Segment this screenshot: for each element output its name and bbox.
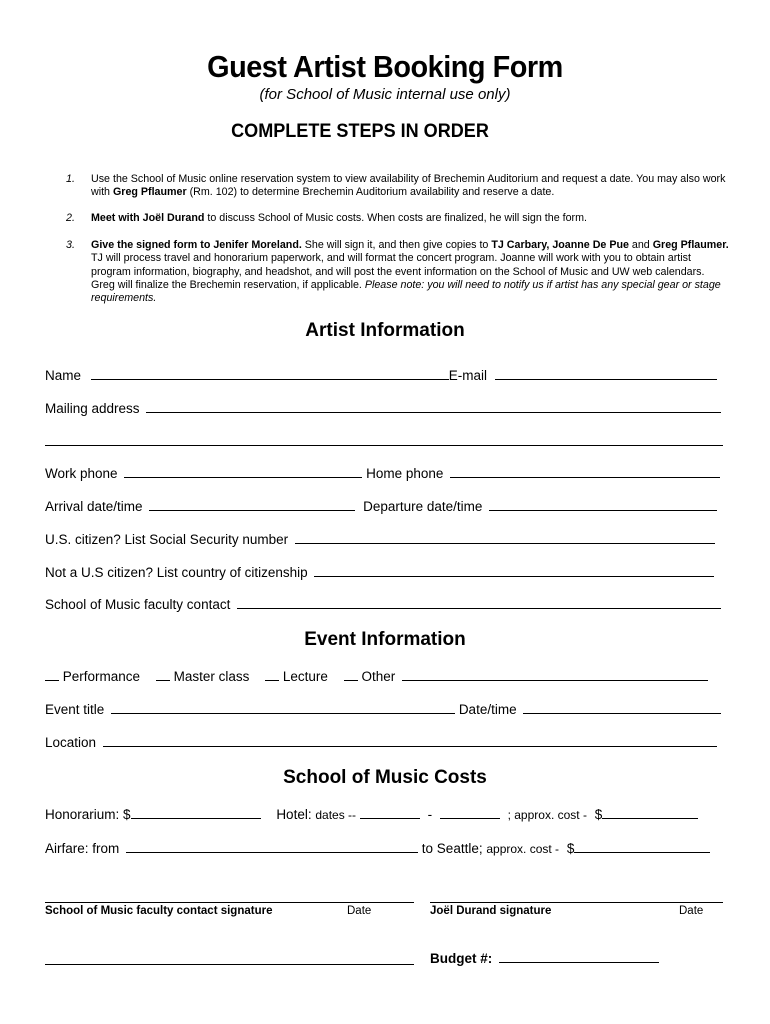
datetime-field[interactable] [523,701,721,714]
arrival-field[interactable] [149,498,355,511]
faculty-signature-line[interactable] [45,902,414,903]
to-seattle-label: to Seattle; [421,841,487,856]
step-text-part: Use the School of Music online reservation system to view availability of Brechemin Auditorium and request a date. You may also work with [91,173,726,199]
event-title-row [45,701,721,717]
artist-info-heading: Artist Information [305,320,465,341]
ssn-field[interactable] [295,531,715,544]
lecture-checkbox[interactable] [265,668,279,681]
arrival-row [45,498,717,514]
phone-row [45,465,720,481]
faculty-date-label: Date [347,905,372,917]
airfare-row [45,840,710,856]
step-number: 1. [66,173,75,185]
departure-field[interactable] [489,498,717,511]
hotel-date-from-field[interactable] [360,806,420,819]
step-bold-part: Greg Pflaumer [112,186,187,199]
hotel-dash: - [427,807,433,822]
airfare-cost-field[interactable] [574,840,710,853]
step-bold-part: Meet with Joël Durand [91,212,205,224]
citizenship-field[interactable] [314,564,714,577]
costs-heading: School of Music Costs [283,767,487,788]
arrival-label: Arrival date/time [45,499,143,514]
step-bold-part: TJ Carbary, Joanne De Pue [491,239,629,251]
step-text [91,173,731,200]
honorarium-label: Honorarium: $ [45,807,131,822]
steps-heading: COMPLETE STEPS IN ORDER [231,121,489,142]
step-text-part: to discuss School of Music costs. When costs are finalized, he will sign the form. [204,212,587,224]
airfare-approx-label: approx. cost - [486,842,560,856]
location-label: Location [45,735,97,750]
mailing-label: Mailing address [45,401,140,416]
event-info-heading: Event Information [304,629,466,650]
name-label: Name [45,368,82,383]
email-field[interactable] [495,367,717,380]
hotel-approx-label: ; approx. cost - [507,808,587,822]
faculty-contact-field[interactable] [237,596,721,609]
hotel-cost-field[interactable] [602,806,698,819]
step-text-part: She will sign it, and then give copies to [301,239,492,251]
event-title-label: Event title [45,702,105,717]
home-phone-label: Home phone [366,466,444,481]
step-number: 3. [66,239,75,251]
budget-label: Budget #: [430,951,493,966]
step-number: 2. [66,212,75,224]
faculty-contact-row [45,596,721,612]
master-class-label: Master class [173,669,250,684]
mailing-row [45,400,721,416]
event-type-row [45,668,708,684]
performance-checkbox[interactable] [45,668,59,681]
step-text-part: TJ will process travel and honorarium paperwork, and will format the concert program. Joanne will work with you to obtain artist program information, biography, and headshot, and will post the event information on the School of Music and UW web calendars. Greg will finalize the Brechemin reservation, if applicable. [91,252,705,291]
datetime-label: Date/time [458,702,517,717]
airfare-dollar: $ [566,841,575,856]
durand-signature-label: Joël Durand signature [430,905,552,917]
hotel-dates-label: dates -- [315,808,357,822]
faculty-contact-label: School of Music faculty contact [45,597,231,612]
work-phone-field[interactable] [124,465,362,478]
durand-signature-line[interactable] [430,902,723,903]
form-title: Guest Artist Booking Form [207,49,563,84]
mailing-field[interactable] [146,400,721,413]
master-class-checkbox[interactable] [156,668,170,681]
step-text-part: (Rm. 102) to determine Brechemin Auditorium availability and reserve a date. [186,186,555,199]
event-title-field[interactable] [111,701,455,714]
durand-date-label: Date [679,905,704,917]
hotel-dollar: $ [594,807,603,822]
budget-approver-line[interactable] [45,964,414,965]
budget-field[interactable] [499,950,659,963]
departure-label: Departure date/time [363,499,483,514]
not-citizen-label: Not a U.S citizen? List country of citizenship [45,565,308,580]
us-citizen-row [45,531,715,547]
location-field[interactable] [103,734,717,747]
not-citizen-row [45,564,714,580]
form-subtitle: (for School of Music internal use only) [259,86,511,103]
honorarium-row [45,806,698,822]
honorarium-field[interactable] [131,806,261,819]
work-phone-label: Work phone [45,466,118,481]
step-bold-part: Greg Pflaumer. [652,239,729,251]
name-field[interactable] [91,367,449,380]
other-field[interactable] [402,668,708,681]
other-label: Other [361,669,396,684]
name-row [45,367,717,383]
step-text-part: and [628,239,653,251]
lecture-label: Lecture [282,669,328,684]
faculty-signature-label: School of Music faculty contact signature [45,905,273,917]
hotel-label: Hotel: [276,807,316,822]
budget-row [430,950,659,966]
us-citizen-label: U.S. citizen? List Social Security number [45,532,289,547]
step-text [91,212,731,225]
airfare-from-field[interactable] [126,840,418,853]
email-label: E-mail [448,368,488,383]
location-row [45,734,717,750]
performance-label: Performance [62,669,141,684]
other-checkbox[interactable] [344,668,358,681]
step-italic-note: Please note: you will need to notify us if artist has any special gear or stage requirements. [91,278,721,305]
airfare-label: Airfare: from [45,841,120,856]
mailing-field-line-2[interactable] [45,445,723,446]
step-bold-part: Give the signed form to Jenifer Moreland. [91,239,302,251]
step-text [91,239,731,305]
hotel-date-to-field[interactable] [440,806,500,819]
home-phone-field[interactable] [450,465,720,478]
